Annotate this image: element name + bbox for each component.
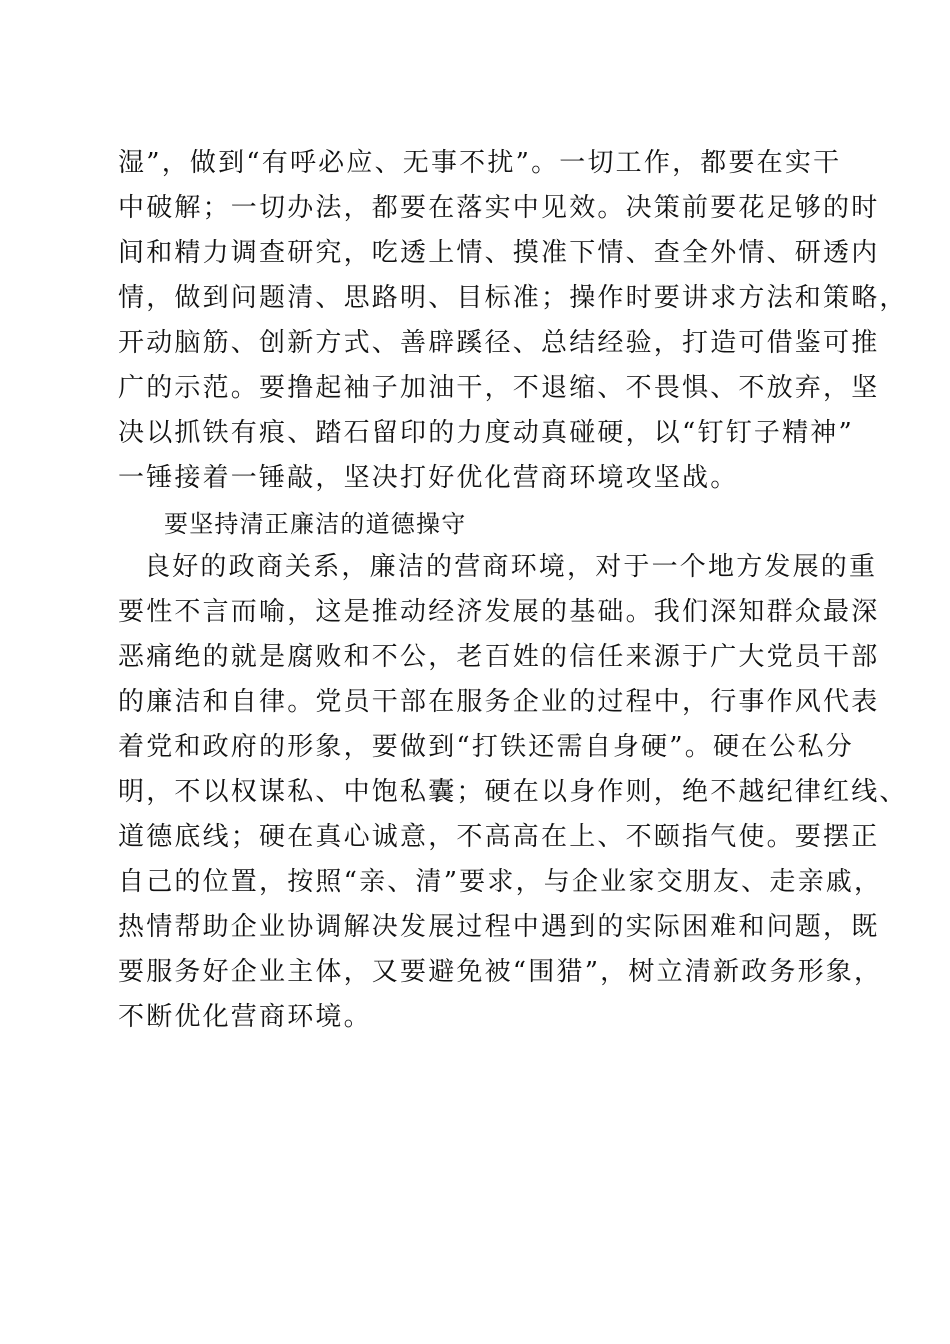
paragraph-line: 间和精力调查研究，吃透上情、摸准下情、查全外情、研透内 [118,238,880,268]
section [118,503,908,1040]
paragraph-line: 要性不言而喻，这是推动经济发展的基础。我们深知群众最深 [118,597,880,627]
paragraph-line: 热情帮助企业协调解决发展过程中遇到的实际困难和问题，既 [118,912,880,942]
paragraph-continued [118,141,908,501]
paragraph-line: 道德底线；硬在真心诚意，不高高在上、不颐指气使。要摆正 [118,822,880,852]
paragraph-line: 开动脑筋、创新方式、善辟蹊径、总结经验，打造可借鉴可推 [118,328,880,358]
paragraph-line: 良好的政商关系，廉洁的营商环境，对于一个地方发展的重 [144,552,878,582]
paragraph-line: 中破解；一切办法，都要在落实中见效。决策前要花足够的时 [118,193,880,223]
paragraph-line: 不断优化营商环境。 [118,1002,372,1032]
paragraph-line: 广的示范。要撸起袖子加油干，不退缩、不畏惧、不放弃，坚 [118,373,880,403]
paragraph-line: 恶痛绝的就是腐败和不公，老百姓的信任来源于广大党员干部 [118,642,880,672]
paragraph-line: 情，做到问题清、思路明、目标准；操作时要讲求方法和策略， [118,283,908,313]
paragraph-line: 要服务好企业主体，又要避免被“围猎”，树立清新政务形象， [118,957,883,987]
section-heading: 要坚持清正廉洁的道德操守 [164,510,467,538]
paragraph-line: 明，不以权谋私、中饱私囊；硬在以身作则，绝不越纪律红线、 [118,777,908,807]
paragraph-line: 一锤接着一锤敲，坚决打好优化营商环境攻坚战。 [118,463,739,493]
paragraph-line: 着党和政府的形象，要做到“打铁还需自身硬”。硬在公私分 [118,732,854,762]
paragraph-line: 的廉洁和自律。党员干部在服务企业的过程中，行事作风代表 [118,687,880,717]
paragraph-line: 决以抓铁有痕、踏石留印的力度动真碰硬，以“钉钉子精神” [118,418,854,448]
paragraph-line: 湿”，做到“有呼必应、无事不扰”。一切工作，都要在实干 [118,148,842,178]
paragraph-line: 自己的位置，按照“亲、清”要求，与企业家交朋友、走亲戚， [118,867,883,897]
